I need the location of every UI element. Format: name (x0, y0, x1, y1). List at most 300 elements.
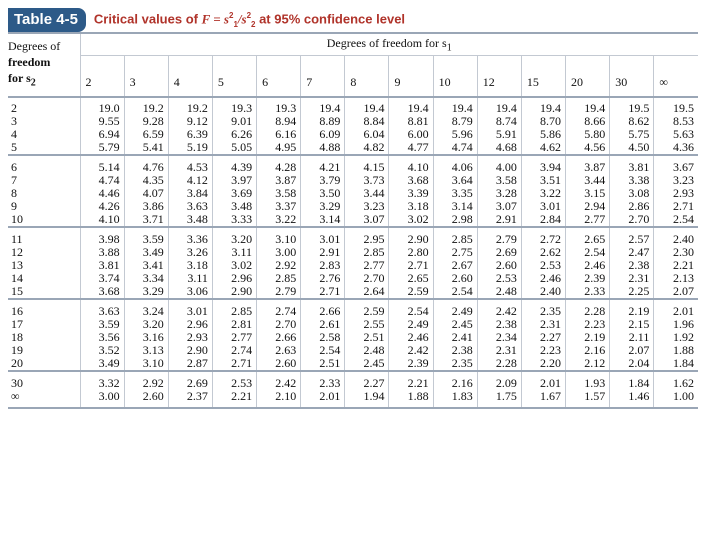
table-cell: 2.74 (212, 344, 256, 357)
table-number-tag: Table 4-5 (8, 8, 86, 32)
table-cell: 2.54 (566, 246, 610, 259)
table-cell: 2.39 (389, 357, 433, 371)
table-cell: 3.20 (124, 318, 168, 331)
table-cell: 1.84 (673, 356, 694, 370)
table-cell: 19.0 (80, 97, 124, 115)
table-cell: 6.00 (389, 128, 433, 141)
table-cell: 4.68 (477, 141, 521, 155)
table-cell: 3.01 (168, 299, 212, 318)
table-cell: 3.84 (168, 187, 212, 200)
table-cell: 2.90 (389, 227, 433, 246)
table-cell: 5.79 (80, 141, 124, 155)
table-cell: 2.95 (345, 227, 389, 246)
table-cell: 2.53 (477, 272, 521, 285)
table-cell: 2.01 (301, 390, 345, 408)
table-cell: 4.46 (80, 187, 124, 200)
table-cell: 6.16 (257, 128, 301, 141)
table-cell: 2.64 (345, 285, 389, 299)
table-cell: 8.70 (521, 115, 565, 128)
table-cell: 2.37 (168, 390, 212, 408)
table-cell: 3.48 (168, 213, 212, 227)
table-cell: 2.16 (433, 371, 477, 390)
table-cell: 3.01 (521, 200, 565, 213)
table-cell: 19.4 (301, 97, 345, 115)
table-cell: 2.92 (257, 259, 301, 272)
table-cell: 2.85 (257, 272, 301, 285)
table-cell: 2.77 (345, 259, 389, 272)
table-cell: 9.55 (80, 115, 124, 128)
table-cell: 8.81 (389, 115, 433, 128)
table-cell: 3.68 (389, 174, 433, 187)
table-cell: 3.28 (477, 187, 521, 200)
table-cell: 2.01 (521, 371, 565, 390)
table-cell: 8.62 (610, 115, 654, 128)
table-cell: 4.35 (124, 174, 168, 187)
table-cell: 19.4 (389, 97, 433, 115)
table-cell: 5.63 (673, 127, 694, 141)
table-cell: 2.38 (477, 318, 521, 331)
row-df-label: 8 (8, 187, 80, 200)
table-cell: 4.10 (389, 155, 433, 174)
row-df-label: 4 (8, 128, 80, 141)
table-cell: 3.34 (124, 272, 168, 285)
table-cell: 2.65 (566, 227, 610, 246)
table-cell: 1.88 (673, 343, 694, 357)
table-cell: 2.65 (389, 272, 433, 285)
row-df-label: 13 (8, 259, 80, 272)
table-cell: 2.21 (389, 371, 433, 390)
row-df-label: 14 (8, 272, 80, 285)
table-cell: 2.49 (389, 318, 433, 331)
table-cell: 3.52 (80, 344, 124, 357)
table-cell: 4.07 (124, 187, 168, 200)
table-cell: 3.58 (477, 174, 521, 187)
column-header: 9 (389, 56, 433, 98)
table-cell: 4.10 (80, 213, 124, 227)
row-df-label: 12 (8, 246, 80, 259)
table-cell: 5.14 (80, 155, 124, 174)
table-cell: 2.21 (212, 390, 256, 408)
table-cell: 2.19 (566, 331, 610, 344)
table-cell: 19.4 (433, 97, 477, 115)
column-group-header: Degrees of freedom for $s_1$ (80, 33, 698, 56)
table-cell: 19.5 (610, 97, 654, 115)
table-cell: 8.74 (477, 115, 521, 128)
table-cell: 3.39 (389, 187, 433, 200)
table-cell: 3.29 (124, 285, 168, 299)
table-cell: 2.62 (521, 246, 565, 259)
table-body (8, 97, 698, 408)
table-cell: 2.54 (433, 285, 477, 299)
table-cell: 3.26 (168, 246, 212, 259)
row-df-label: 6 (8, 155, 80, 174)
table-cell: 3.50 (301, 187, 345, 200)
table-cell: 2.34 (477, 331, 521, 344)
table-cell: 4.88 (301, 141, 345, 155)
table-cell: 2.79 (477, 227, 521, 246)
table-cell: 2.96 (168, 318, 212, 331)
table-cell: 2.93 (673, 186, 694, 200)
column-header: 2 (80, 56, 124, 98)
table-cell: 3.14 (301, 213, 345, 227)
table-cell: 9.28 (124, 115, 168, 128)
table-cell: 1.00 (654, 390, 698, 408)
table-cell: 2.30 (673, 245, 694, 259)
table-cell: 2.66 (301, 299, 345, 318)
table-cell: 3.59 (124, 227, 168, 246)
table-cell: 2.31 (610, 272, 654, 285)
table-cell: 2.90 (212, 285, 256, 299)
table-cell: 2.23 (521, 344, 565, 357)
table-cell: 5.41 (124, 141, 168, 155)
table-cell: 2.60 (124, 390, 168, 408)
table-cell: 3.16 (124, 331, 168, 344)
table-cell: 6.59 (124, 128, 168, 141)
table-cell: 2.76 (301, 272, 345, 285)
table-cell: 2.70 (610, 213, 654, 227)
table-cell: 1.46 (610, 390, 654, 408)
table-cell: 2.70 (257, 318, 301, 331)
table-cell: 2.10 (257, 390, 301, 408)
table-cell: 2.09 (477, 371, 521, 390)
table-cell: 3.24 (124, 299, 168, 318)
table-cell: 4.15 (345, 155, 389, 174)
table-cell: 2.85 (345, 246, 389, 259)
table-cell: 1.57 (566, 390, 610, 408)
table-cell: 2.25 (610, 285, 654, 299)
table-row (8, 97, 698, 115)
table-row (8, 285, 698, 299)
table-cell: 2.31 (477, 344, 521, 357)
table-cell: 2.42 (257, 371, 301, 390)
table-cell: 3.02 (212, 259, 256, 272)
table-cell: 2.23 (566, 318, 610, 331)
table-cell: 2.07 (610, 344, 654, 357)
table-cell: 3.23 (345, 200, 389, 213)
table-cell: 4.50 (610, 141, 654, 155)
table-caption: Critical values of $F = s^2_1/s^2_2$ at 95% confidence level (93, 11, 406, 29)
table-cell: 2.67 (433, 259, 477, 272)
table-cell: 5.05 (212, 141, 256, 155)
table-cell: 3.07 (345, 213, 389, 227)
table-cell: 8.53 (673, 114, 694, 128)
row-df-label: 17 (8, 318, 80, 331)
table-cell: 3.86 (124, 200, 168, 213)
table-cell: 2.54 (673, 212, 694, 226)
table-cell: 3.36 (168, 227, 212, 246)
table-cell: 3.02 (389, 213, 433, 227)
table-cell: 9.01 (212, 115, 256, 128)
column-header: 5 (212, 56, 256, 98)
table-cell: 2.60 (477, 259, 521, 272)
table-cell: 2.27 (345, 371, 389, 390)
table-cell: 3.11 (212, 246, 256, 259)
table-cell: 4.95 (257, 141, 301, 155)
table-cell: 3.79 (301, 174, 345, 187)
row-df-label: 10 (8, 213, 80, 227)
row-df-label: 9 (8, 200, 80, 213)
table-cell: 2.74 (257, 299, 301, 318)
table-cell: 5.91 (477, 128, 521, 141)
table-cell: 2.47 (610, 246, 654, 259)
table-cell: 2.16 (566, 344, 610, 357)
table-cell: 2.27 (521, 331, 565, 344)
table-cell: 2.93 (168, 331, 212, 344)
table-row (8, 155, 698, 174)
table-cell: 2.59 (389, 285, 433, 299)
table-cell: 5.96 (433, 128, 477, 141)
row-df-label: 18 (8, 331, 80, 344)
table-cell: 2.72 (521, 227, 565, 246)
table-row (8, 227, 698, 246)
table-cell: 3.68 (80, 285, 124, 299)
table-cell: 4.21 (301, 155, 345, 174)
table-cell: 2.15 (610, 318, 654, 331)
table-cell: 5.86 (521, 128, 565, 141)
table-cell: 2.75 (433, 246, 477, 259)
table-cell: 3.20 (212, 227, 256, 246)
table-cell: 9.12 (168, 115, 212, 128)
table-cell: 2.79 (257, 285, 301, 299)
table-cell: 2.57 (610, 227, 654, 246)
table-cell: 3.06 (168, 285, 212, 299)
table-cell: 2.40 (521, 285, 565, 299)
row-df-label: 3 (8, 115, 80, 128)
table-cell: 3.08 (610, 187, 654, 200)
column-header: 7 (301, 56, 345, 98)
table-cell: 3.07 (477, 200, 521, 213)
table-cell: 3.81 (610, 155, 654, 174)
table-cell: 2.38 (610, 259, 654, 272)
table-cell: 3.10 (124, 357, 168, 371)
table-cell: 4.28 (257, 155, 301, 174)
table-cell: 3.44 (566, 174, 610, 187)
table-cell: 3.58 (257, 187, 301, 200)
table-cell: 8.94 (257, 115, 301, 128)
table-cell: 3.38 (610, 174, 654, 187)
table-cell: 3.64 (433, 174, 477, 187)
column-header: 8 (345, 56, 389, 98)
table-cell: 2.63 (257, 344, 301, 357)
column-header: 4 (168, 56, 212, 98)
table-cell: 2.45 (345, 357, 389, 371)
table-cell: 3.32 (80, 371, 124, 390)
table-cell: 2.49 (433, 299, 477, 318)
table-cell: 2.80 (389, 246, 433, 259)
table-cell: 8.79 (433, 115, 477, 128)
table-cell: 3.81 (80, 259, 124, 272)
table-cell: 2.86 (610, 200, 654, 213)
table-cell: 2.90 (168, 344, 212, 357)
table-title (8, 8, 405, 32)
table-cell: 3.69 (212, 187, 256, 200)
table-cell: 3.15 (566, 187, 610, 200)
table-cell: 2.58 (301, 331, 345, 344)
row-df-label: 7 (8, 174, 80, 187)
table-cell: 3.35 (433, 187, 477, 200)
table-cell: 2.40 (654, 227, 698, 246)
table-cell: 19.2 (168, 97, 212, 115)
table-cell: 3.73 (345, 174, 389, 187)
table-cell: 4.39 (212, 155, 256, 174)
critical-values-table (8, 32, 698, 409)
row-df-label: 16 (8, 299, 80, 318)
table-cell: 4.36 (673, 140, 694, 154)
table-cell: 3.00 (257, 246, 301, 259)
table-cell: 2.84 (521, 213, 565, 227)
table-cell: 6.26 (212, 128, 256, 141)
table-cell: 3.22 (521, 187, 565, 200)
table-cell: 2.01 (654, 299, 698, 318)
table-cell: 2.59 (345, 299, 389, 318)
table-cell: 3.94 (521, 155, 565, 174)
row-df-label: 20 (8, 357, 80, 371)
table-cell: 2.42 (477, 299, 521, 318)
table-cell: 2.60 (257, 357, 301, 371)
column-header: 3 (124, 56, 168, 98)
table-cell: 3.01 (301, 227, 345, 246)
table-cell: 5.80 (566, 128, 610, 141)
table-cell: 2.69 (477, 246, 521, 259)
table-cell: 1.92 (673, 330, 694, 344)
row-df-label: 19 (8, 344, 80, 357)
table-cell: 2.31 (521, 318, 565, 331)
table-cell: 2.81 (212, 318, 256, 331)
table-cell: 8.84 (345, 115, 389, 128)
table-cell: 3.63 (80, 299, 124, 318)
table-cell: 2.35 (433, 357, 477, 371)
table-cell: 2.35 (521, 299, 565, 318)
table-cell: 2.53 (521, 259, 565, 272)
table-cell: 2.87 (168, 357, 212, 371)
table-cell: 6.04 (345, 128, 389, 141)
table-cell: 2.66 (257, 331, 301, 344)
table-cell: 3.56 (80, 331, 124, 344)
table-cell: 3.87 (257, 174, 301, 187)
table-cell: 3.23 (673, 173, 694, 187)
table-cell: 3.13 (124, 344, 168, 357)
table-cell: 2.54 (301, 344, 345, 357)
table-cell: 2.69 (168, 371, 212, 390)
table-cell: 2.12 (566, 357, 610, 371)
table-cell: 3.98 (80, 227, 124, 246)
column-header: 20 (566, 56, 610, 98)
table-cell: 2.33 (301, 371, 345, 390)
table-cell: 2.28 (566, 299, 610, 318)
row-header-label: Degrees of freedom for $s_2$ (8, 33, 80, 97)
table-cell: 1.84 (610, 371, 654, 390)
table-cell: 2.91 (301, 246, 345, 259)
table-cell: 2.91 (477, 213, 521, 227)
column-header: ∞ (654, 56, 698, 98)
table-cell: 19.4 (345, 97, 389, 115)
column-header: 6 (257, 56, 301, 98)
table-cell: 4.74 (80, 174, 124, 187)
table-cell: 3.63 (168, 200, 212, 213)
table-cell: 2.71 (673, 199, 694, 213)
table-cell: 4.00 (477, 155, 521, 174)
table-cell: 3.10 (257, 227, 301, 246)
table-cell: 1.88 (389, 390, 433, 408)
table-cell: 2.38 (433, 344, 477, 357)
table-row (8, 299, 698, 318)
table-cell: 19.2 (124, 97, 168, 115)
table-cell: 3.71 (124, 213, 168, 227)
table-cell: 3.44 (345, 187, 389, 200)
table-cell: 4.62 (521, 141, 565, 155)
table-cell: 6.39 (168, 128, 212, 141)
table-cell: 4.53 (168, 155, 212, 174)
table-cell: 2.85 (433, 227, 477, 246)
row-df-label: 30 (8, 371, 80, 390)
table-cell: 5.75 (610, 128, 654, 141)
table-cell: 4.82 (345, 141, 389, 155)
table-cell: 2.46 (566, 259, 610, 272)
table-cell: 2.60 (433, 272, 477, 285)
table-cell: 3.97 (212, 174, 256, 187)
table-cell: 2.94 (566, 200, 610, 213)
table-cell: 2.39 (566, 272, 610, 285)
table-cell: 2.11 (610, 331, 654, 344)
table-cell: 2.71 (212, 357, 256, 371)
table-cell: 2.70 (345, 272, 389, 285)
table-cell: 2.77 (212, 331, 256, 344)
table-cell: 2.04 (610, 357, 654, 371)
table-cell: 2.71 (301, 285, 345, 299)
table-cell: 3.48 (212, 200, 256, 213)
table-cell: 2.55 (345, 318, 389, 331)
table-cell: 2.42 (389, 344, 433, 357)
table-cell: 1.93 (566, 371, 610, 390)
table-cell: 3.74 (80, 272, 124, 285)
table-cell: 1.62 (654, 371, 698, 390)
table-cell: 19.3 (257, 97, 301, 115)
row-df-label: 5 (8, 141, 80, 155)
table-cell: 6.94 (80, 128, 124, 141)
table-cell: 2.54 (389, 299, 433, 318)
table-cell: 2.92 (124, 371, 168, 390)
table-cell: 2.13 (673, 271, 694, 285)
table-cell: 19.4 (566, 97, 610, 115)
table-cell: 4.56 (566, 141, 610, 155)
table-cell: 19.3 (212, 97, 256, 115)
table-cell: 2.46 (521, 272, 565, 285)
row-df-label: 11 (8, 227, 80, 246)
f-table (8, 32, 698, 409)
table-row (8, 371, 698, 390)
table-cell: 19.4 (477, 97, 521, 115)
table-cell: 2.45 (433, 318, 477, 331)
table-cell: 3.51 (521, 174, 565, 187)
column-header: 30 (610, 56, 654, 98)
table-cell: 8.89 (301, 115, 345, 128)
table-cell: 2.19 (610, 299, 654, 318)
table-cell: 3.14 (433, 200, 477, 213)
table-row (8, 390, 698, 408)
table-cell: 3.00 (80, 390, 124, 408)
table-cell: 4.77 (389, 141, 433, 155)
table-cell: 4.76 (124, 155, 168, 174)
table-cell: 3.49 (80, 357, 124, 371)
table-cell: 19.4 (521, 97, 565, 115)
table-cell: 4.12 (168, 174, 212, 187)
table-cell: 2.51 (345, 331, 389, 344)
table-cell: 2.77 (566, 213, 610, 227)
table-cell: 2.46 (389, 331, 433, 344)
table-cell: 4.06 (433, 155, 477, 174)
table-cell: 1.75 (477, 390, 521, 408)
table-cell: 3.18 (168, 259, 212, 272)
